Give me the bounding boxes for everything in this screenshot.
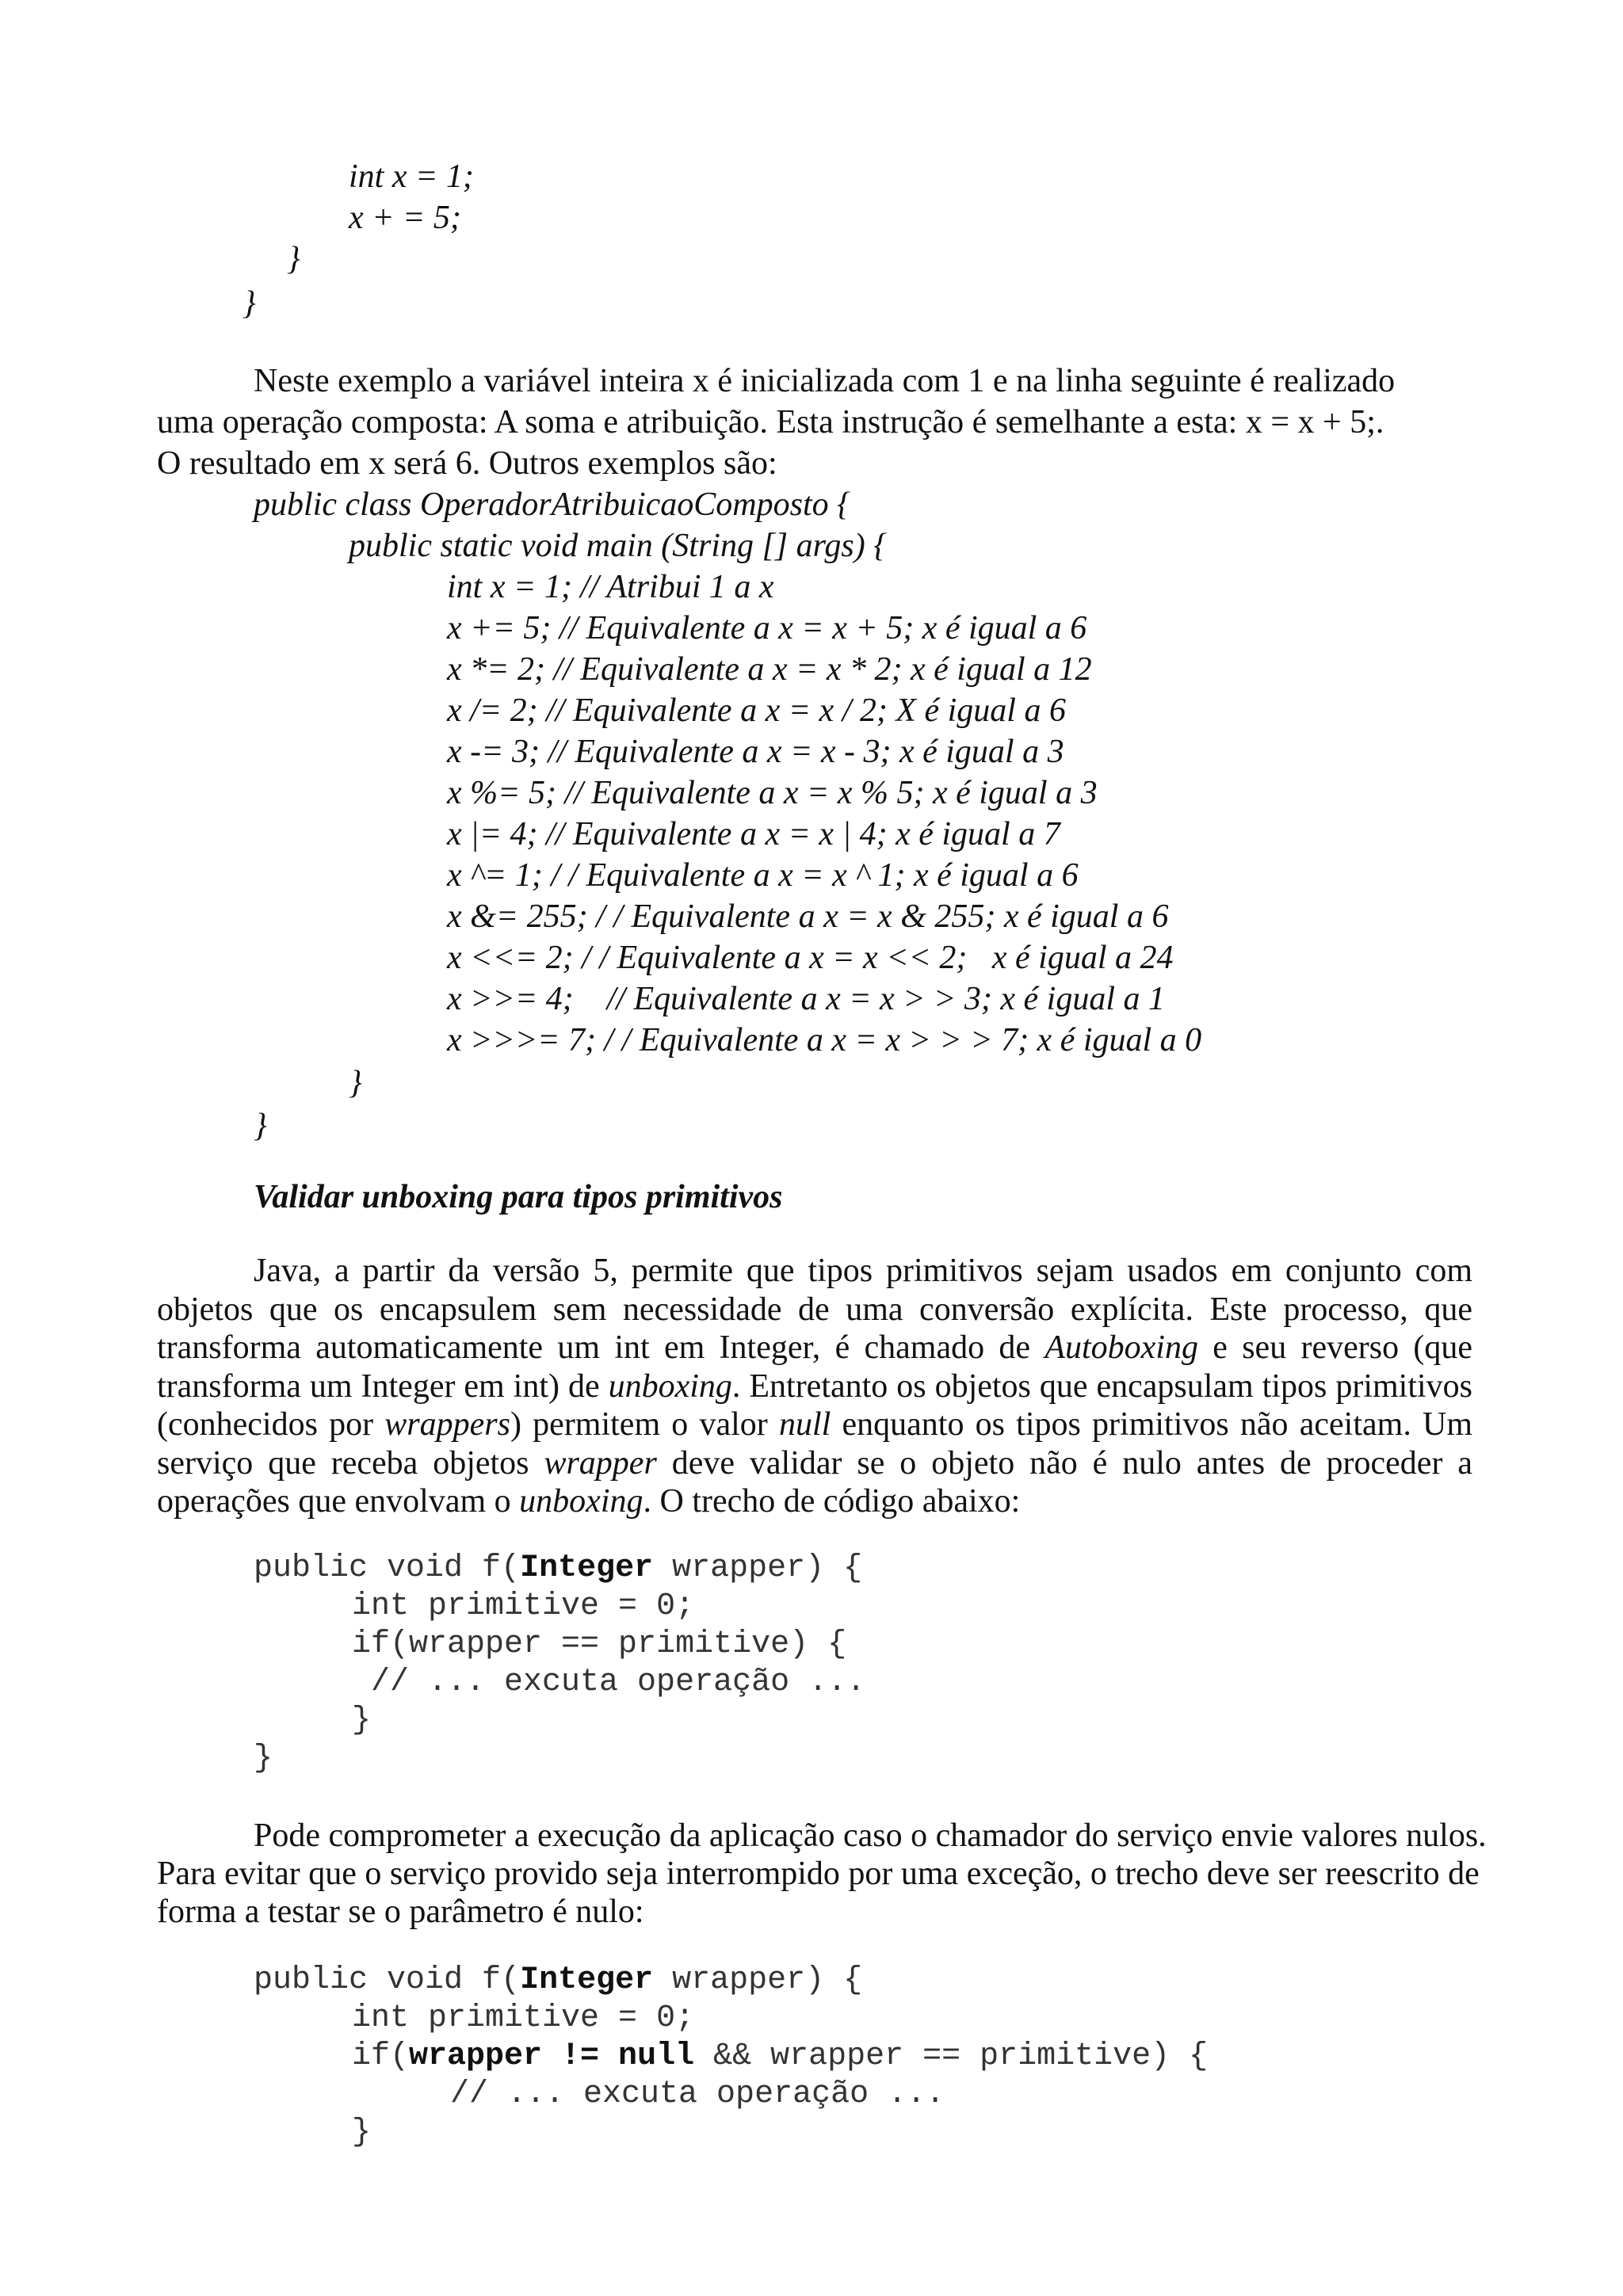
paragraph-line: Pode comprometer a execução da aplicação caso o chamador do serviço envie valores nulos.: [254, 1817, 1487, 1854]
paragraph-line: Neste exemplo a variável inteira x é inicializada com 1 e na linha seguinte é realizado: [254, 363, 1396, 399]
emphasis: wrapper: [544, 1444, 657, 1482]
code-brace: }: [287, 241, 300, 277]
code-statement: x ^= 1; / / Equivalente a x = x ^ 1; x é igual a 6: [447, 857, 1079, 894]
code-statement: x |= 4; // Equivalente a x = x | 4; x é igual a 7: [447, 816, 1060, 852]
code-line: int primitive = 0;: [352, 2000, 695, 2036]
code-statement: x %= 5; // Equivalente a x = x % 5; x é igual a 3: [447, 775, 1098, 811]
code-brace: }: [242, 285, 256, 322]
emphasis: wrappers: [384, 1406, 510, 1443]
paragraph-line: Java, a partir da versão 5, permite que tipos primitivos sejam usados em conjunto com: [254, 1253, 1472, 1289]
paragraph-line: Para evitar que o serviço provido seja interrompido por uma exceção, o trecho deve ser reescrito de: [157, 1855, 1480, 1892]
section-heading: Validar unboxing para tipos primitivos: [254, 1179, 783, 1215]
code-comment: // ... excuta operação ...: [450, 2077, 945, 2112]
code-statement: int x = 1; // Atribui 1 a x: [447, 569, 774, 605]
code-line: int x = 1;: [349, 158, 474, 195]
code-brace: }: [352, 2115, 372, 2150]
code-brace: }: [254, 1108, 267, 1144]
emphasis: Autoboxing: [1044, 1329, 1198, 1366]
code-statement: x += 5; // Equivalente a x = x + 5; x é igual a 6: [447, 610, 1087, 646]
code-comment: // ... excuta operação ...: [371, 1665, 866, 1700]
paragraph-line: serviço que receba objetos wrapper deve validar se o objeto não é nulo antes de proceder a: [157, 1444, 1472, 1482]
paragraph-line: (conhecidos por wrappers) permitem o valor null enquanto os tipos primitivos não aceitam. Um: [157, 1406, 1473, 1443]
paragraph-line: transforma um Integer em int) de unboxing. Entretanto os objetos que encapsulam tipos primitivos: [157, 1367, 1473, 1405]
paragraph-line: transforma automaticamente um int em Integer, é chamado de Autoboxing e seu reverso (que: [157, 1329, 1472, 1366]
code-statement: x -= 3; // Equivalente a x = x - 3; x é igual a 3: [447, 734, 1064, 770]
code-main-line: public static void main (String [] args) {: [349, 528, 888, 564]
paragraph-line: objetos que os encapsulem sem necessidade de uma conversão explícita. Este processo, que: [157, 1291, 1472, 1328]
emphasis: null: [778, 1406, 831, 1443]
code-statement: x &= 255; / / Equivalente a x = x & 255; x é igual a 6: [447, 898, 1169, 935]
code-brace: }: [254, 1741, 273, 1776]
emphasis: unboxing: [608, 1367, 732, 1405]
code-statement: x >>>= 7; / / Equivalente a x = x > > > 7; x é igual a 0: [447, 1022, 1202, 1058]
code-line: public void f(Integer wrapper) {: [254, 1550, 863, 1586]
code-line: public void f(Integer wrapper) {: [254, 1962, 863, 1998]
paragraph-line: O resultado em x será 6. Outros exemplos são:: [157, 445, 777, 482]
code-line: int primitive = 0;: [352, 1589, 695, 1624]
code-brace: }: [349, 1065, 362, 1101]
code-line: if(wrapper != null && wrapper == primitive) {: [352, 2039, 1209, 2074]
code-brace: }: [352, 1703, 372, 1738]
code-line: if(wrapper == primitive) {: [352, 1627, 847, 1662]
code-statement: x *= 2; // Equivalente a x = x * 2; x é igual a 12: [447, 651, 1092, 688]
code-statement: x <<= 2; / / Equivalente a x = x << 2; x é igual a 24: [447, 940, 1174, 976]
paragraph-2: [157, 1252, 1472, 1521]
paragraph-line: forma a testar se o parâmetro é nulo:: [157, 1894, 644, 1930]
code-class-line: public class OperadorAtribuicaoComposto {: [254, 486, 850, 523]
code-statement: x /= 2; // Equivalente a x = x / 2; X é igual a 6: [447, 692, 1066, 729]
code-line: x + = 5;: [349, 200, 461, 236]
paragraph-line: operações que envolvam o unboxing. O trecho de código abaixo:: [157, 1483, 1021, 1520]
emphasis: unboxing: [519, 1483, 643, 1520]
code-statement: x >>= 4; // Equivalente a x = x > > 3; x é igual a 1: [447, 981, 1165, 1017]
paragraph-line: uma operação composta: A soma e atribuição. Esta instrução é semelhante a esta: x = x + 5;.: [157, 404, 1384, 441]
